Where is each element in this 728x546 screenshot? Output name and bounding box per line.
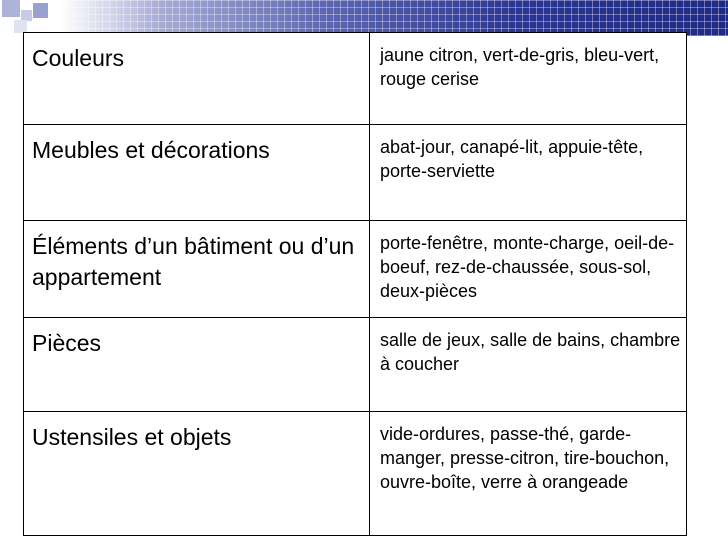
examples-cell: jaune citron, vert-de-gris, bleu-vert, rouge cerise [370, 33, 687, 125]
decorative-square [2, 0, 20, 17]
examples-cell: vide-ordures, passe-thé, garde-manger, presse-citron, tire-bouchon, ouvre-boîte, verre à orangeade [370, 411, 687, 535]
category-cell: Éléments d’un bâtiment ou d’un appartement [24, 221, 370, 318]
table-row [24, 318, 687, 412]
examples-cell: abat-jour, canapé-lit, appuie-tête, porte-serviette [370, 124, 687, 221]
table-row [24, 33, 687, 125]
table-row [24, 124, 687, 221]
table-row [24, 411, 687, 535]
category-cell: Ustensiles et objets [24, 411, 370, 535]
table-row [24, 221, 687, 318]
examples-cell: salle de jeux, salle de bains, chambre à coucher [370, 318, 687, 412]
vocabulary-table [23, 32, 687, 536]
examples-cell: porte-fenêtre, monte-charge, oeil-de-boeuf, rez-de-chaussée, sous-sol, deux-pièces [370, 221, 687, 318]
slide-header-band [0, 0, 728, 36]
category-cell: Meubles et décorations [24, 124, 370, 221]
category-cell: Pièces [24, 318, 370, 412]
category-cell: Couleurs [24, 33, 370, 125]
decorative-square [33, 3, 48, 18]
